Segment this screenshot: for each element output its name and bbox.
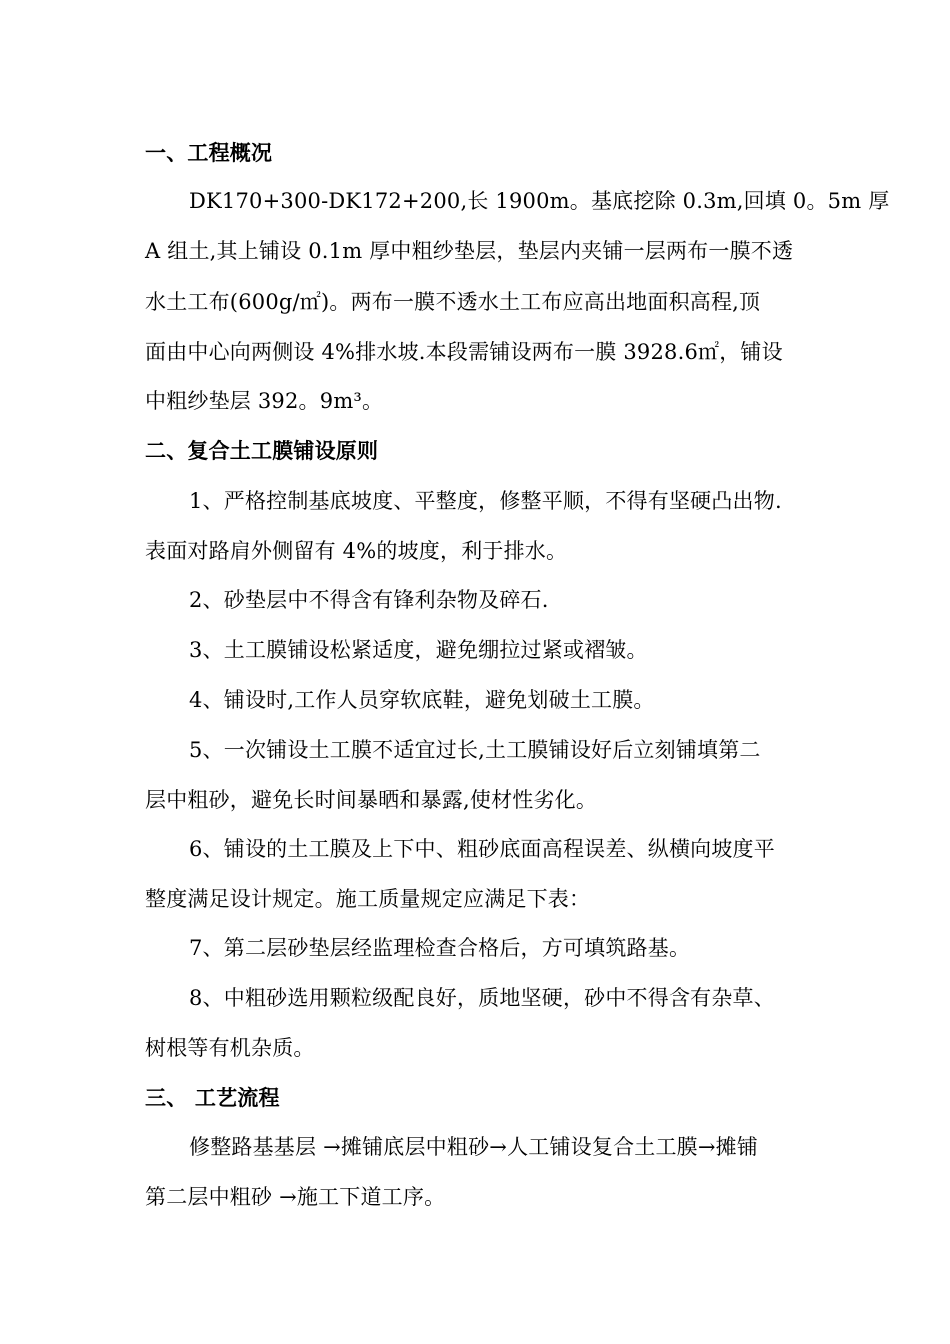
list-item-line: 树根等有机杂质。 <box>145 1036 315 1060</box>
list-item-line: 层中粗砂，避免长时间暴晒和暴露,使材性劣化。 <box>145 788 598 812</box>
process-flow-line: 修整路基基层 →摊铺底层中粗砂→人工铺设复合土工膜→摊铺 <box>189 1135 759 1159</box>
list-item-line: 2、砂垫层中不得含有锋利杂物及碎石. <box>189 588 549 612</box>
list-item-line: 8、中粗砂选用颗粒级配良好，质地坚硬，砂中不得含有杂草、 <box>189 986 775 1010</box>
paragraph-line: 水土工布(600g/㎡)。两布一膜不透水土工布应高出地面积高程,顶 <box>145 290 761 314</box>
paragraph-line: DK170+300-DK172+200,长 1900m。基底挖除 0.3m,回填 0。5m 厚 <box>189 189 890 213</box>
paragraph-line: A 组土,其上铺设 0.1m 厚中粗纱垫层，垫层内夹铺一层两布一膜不透 <box>145 239 794 263</box>
list-item-line: 表面对路肩外侧留有 4%的坡度，利于排水。 <box>145 539 568 563</box>
section-heading-overview: 一、工程概况 <box>145 140 273 165</box>
list-item-line: 6、铺设的土工膜及上下中、粗砂底面高程误差、纵横向坡度平 <box>189 837 775 861</box>
paragraph-line: 面由中心向两侧设 4%排水坡.本段需铺设两布一膜 3928.6㎡，铺设 <box>145 340 783 364</box>
list-item-line: 1、严格控制基底坡度、平整度，修整平顺，不得有坚硬凸出物. <box>189 489 782 513</box>
list-item-line: 4、铺设时,工作人员穿软底鞋，避免划破土工膜。 <box>189 688 655 712</box>
section-heading-principles: 二、复合土工膜铺设原则 <box>145 438 379 463</box>
list-item-line: 整度满足设计规定。施工质量规定应满足下表： <box>145 887 591 911</box>
list-item-line: 7、第二层砂垫层经监理检查合格后，方可填筑路基。 <box>189 936 691 960</box>
list-item-line: 5、一次铺设土工膜不适宜过长,土工膜铺设好后立刻铺填第二 <box>189 738 761 762</box>
paragraph-line: 中粗纱垫层 392。9m³。 <box>145 389 384 413</box>
section-heading-process-flow: 三、 工艺流程 <box>145 1085 280 1110</box>
process-flow-line: 第二层中粗砂 →施工下道工序。 <box>145 1185 446 1209</box>
list-item-line: 3、土工膜铺设松紧适度，避免绷拉过紧或褶皱。 <box>189 638 648 662</box>
